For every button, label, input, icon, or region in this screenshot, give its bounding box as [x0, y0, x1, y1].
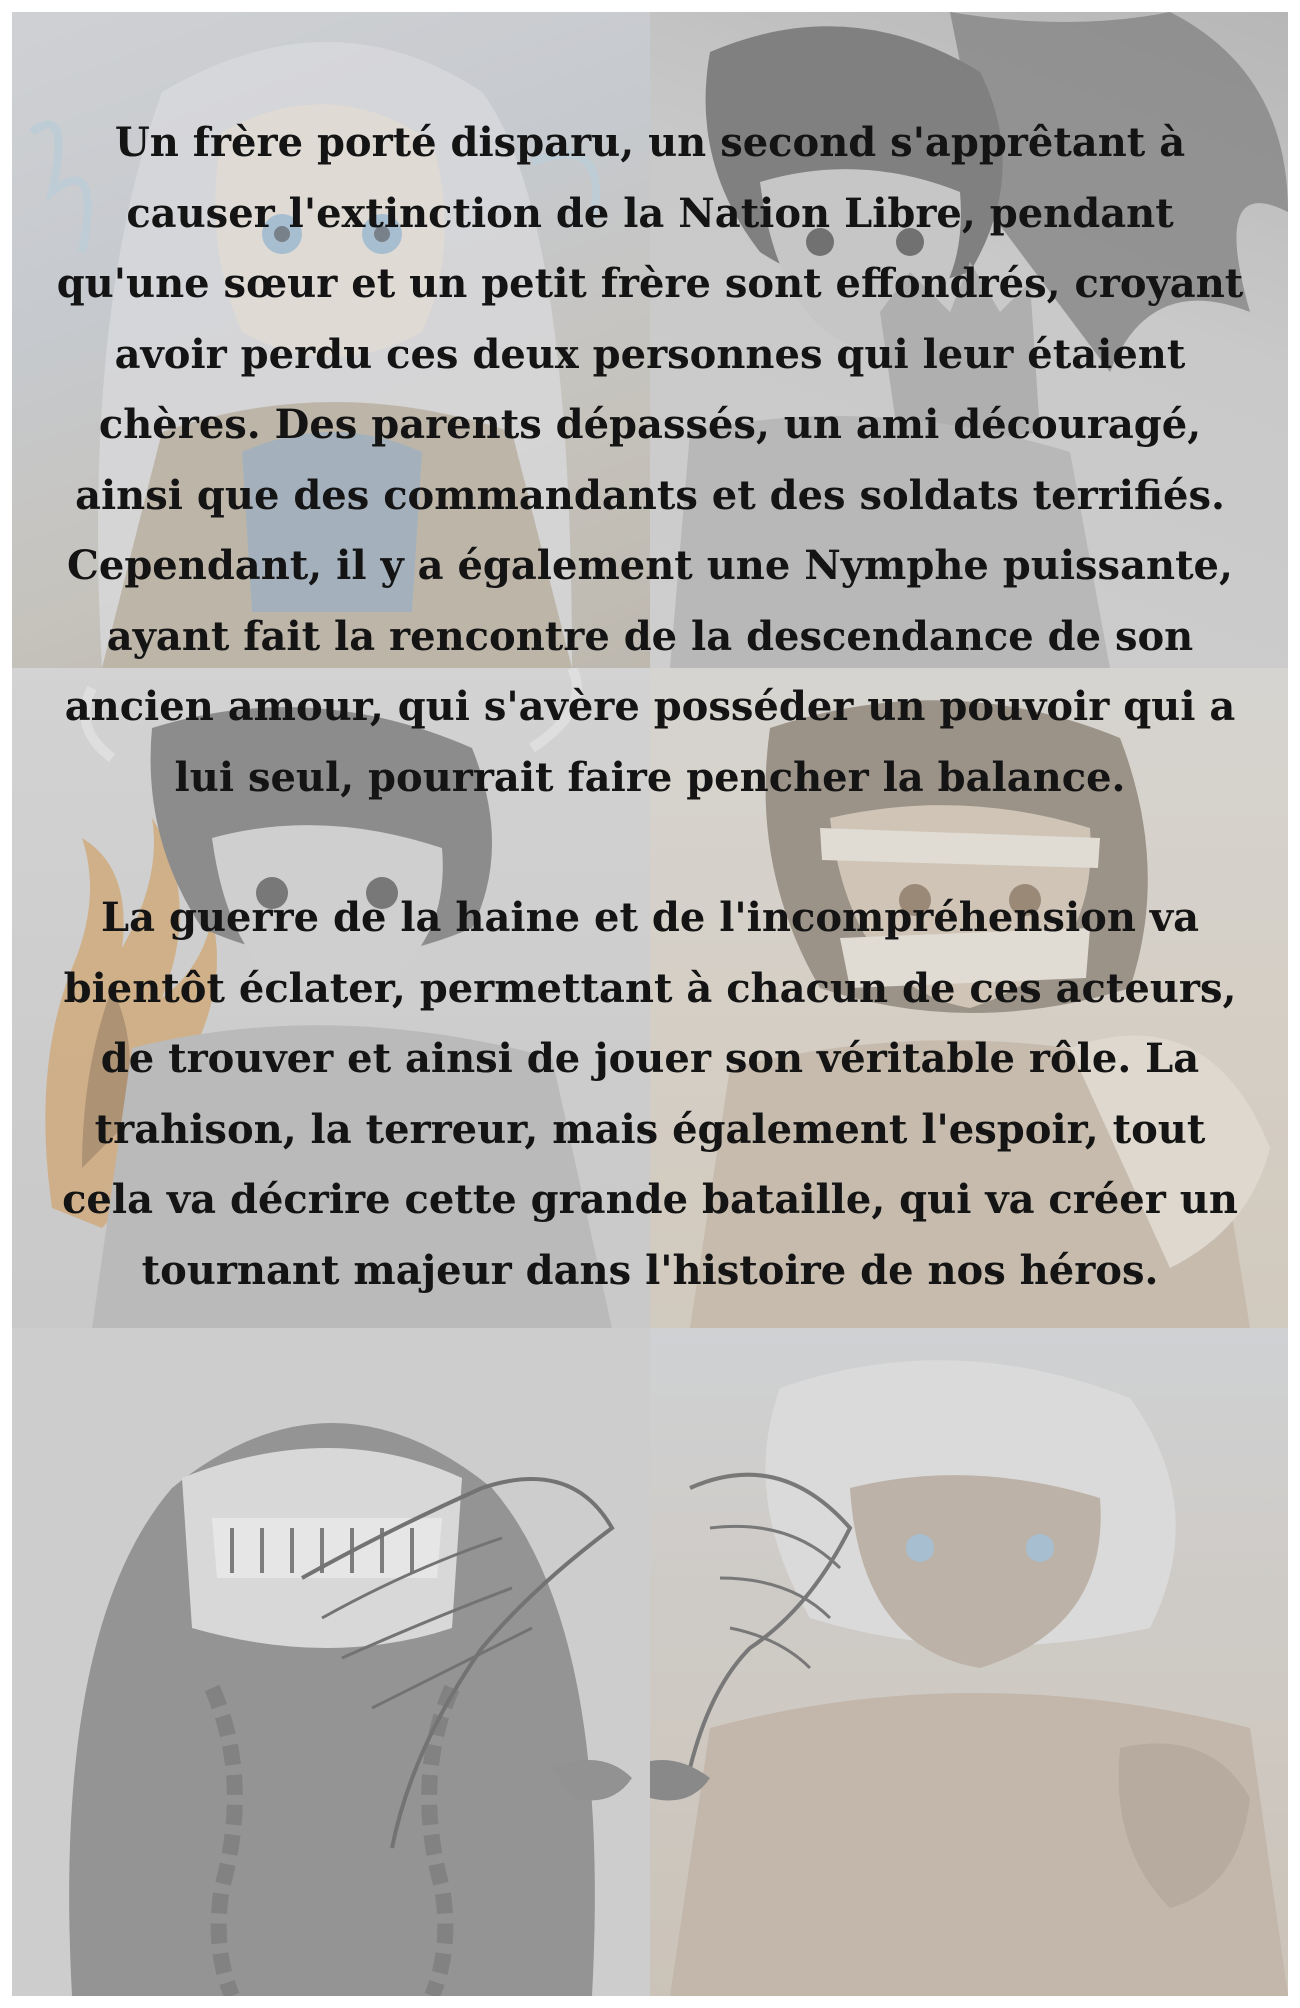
synopsis-paragraph-1: Un frère porté disparu, un second s'apprêtant à causer l'extinction de la Nation Libre, pendant qu'une sœur et un petit frère sont effondrés, croyant avoir perdu ces deux personnes qui leur étaient chères. Des parents dépassés, un ami découragé, ainsi que des commandants et des soldats terrifiés. Cependant, il y a également une Nymphe puissante, ayant fait la rencontre de la descendance de son ancien amour, qui s'avère posséder un pouvoir qui a lui seul, pourrait faire pencher la balance.: [56, 119, 1244, 801]
paragraph-gap: [52, 813, 1248, 883]
synopsis: [52, 108, 1248, 1306]
synopsis-paragraph-2: La guerre de la haine et de l'incompréhension va bientôt éclater, permettant à chacun de ces acteurs, de trouver et ainsi de jouer son véritable rôle. La trahison, la terreur, mais également l'espoir, tout cela va décrire cette grande bataille, qui va créer un tournant majeur dans l'histoire de nos héros.: [62, 894, 1238, 1294]
back-cover: [12, 12, 1288, 1996]
